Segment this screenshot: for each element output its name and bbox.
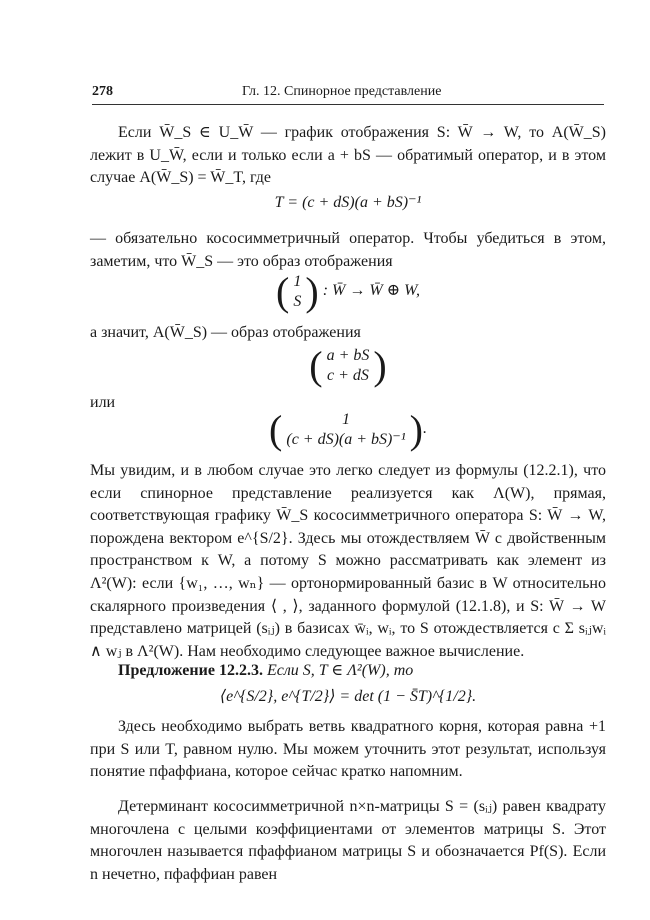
formula-normalized-map: ( 1 (c + dS)(a + bS)⁻¹ ). [269,407,427,452]
paragraph-1: Если W̄_S ∈ U_W̄ — график отображения S: W̄ → W, то A(W̄_S) лежит в U_W̄, если и только если a + bS — обратимый оператор, и в этом случае A(W̄_S) = W̄_T, где [90,124,606,187]
formula-t-definition: T = (c + dS)(a + bS)⁻¹ [274,194,422,211]
paragraph-3: а значит, A(W̄_S) — образ отображения [90,324,361,341]
page-number: 278 [92,84,113,99]
column-vector: a + bS c + dS [326,346,370,384]
paragraph-4: или [90,394,116,411]
proposition-label: Предложение 12.2.3. [118,662,263,679]
formula-image-map: ( a + bS c + dS ) [309,343,387,388]
running-head: Гл. 12. Спинорное представление [242,84,442,99]
paragraph-5: Мы увидим, и в любом случае это легко следует из формулы (12.2.1), что если спинорное представление реализуется как Λ(W), прямая, соответствующая графику W̄_S кососимметричного оператора S: W̄ → W, порождена вектором e^{S/2}. Здесь мы отождествляем W̄ с двойственным пространством к W, а потому S можно рассматривать как элемент из Λ²(W): если {w₁, …, wₙ} — ортонормированный базис в W относительно скалярного произведения ⟨ , ⟩, заданного формулой (12.1.8), и S: W̄ → W представлено матрицей (sᵢⱼ) в базисах w̄ᵢ, wᵢ, то S отождествляется с Σ sᵢⱼwᵢ ∧ wⱼ в Λ²(W). Нам необходимо следующее важное вычисление. [90,462,606,660]
paragraph-6: Здесь необходимо выбрать ветвь квадратного корня, которая равна +1 при S или T, равном нулю. Мы можем уточнить этот результат, используя понятие пфаффиана, которое сейчас кратко напомним. [90,718,606,781]
proposition-12-2-3 [90,660,606,683]
formula-pairing: ⟨e^{S/2}, e^{T/2}⟩ = det (1 − S̄T)^{1/2}. [219,688,477,705]
proposition-text: Если S, T ∈ Λ²(W), то [266,662,414,679]
column-vector: 1 (c + dS)(a + bS)⁻¹ [286,410,406,448]
paragraph-2: — обязательно кососимметричный оператор. Чтобы убедиться в этом, заметим, что W̄_S — это образ отображения [90,230,606,270]
paragraph-7: Детерминант кососимметричной n×n-матрицы S = (sᵢⱼ) равен квадрату многочлена с целыми коэффициентами от элементов матрицы S. Этот многочлен называется пфаффианом матрицы S и обозначается Pf(S). Если n нечетно, пфаффиан равен [90,798,606,883]
column-vector: 1 S [293,272,302,310]
formula-graph-map: ( 1 S ) : W̄ → W̄ ⊕ W, [276,269,420,314]
page-header [92,84,604,105]
